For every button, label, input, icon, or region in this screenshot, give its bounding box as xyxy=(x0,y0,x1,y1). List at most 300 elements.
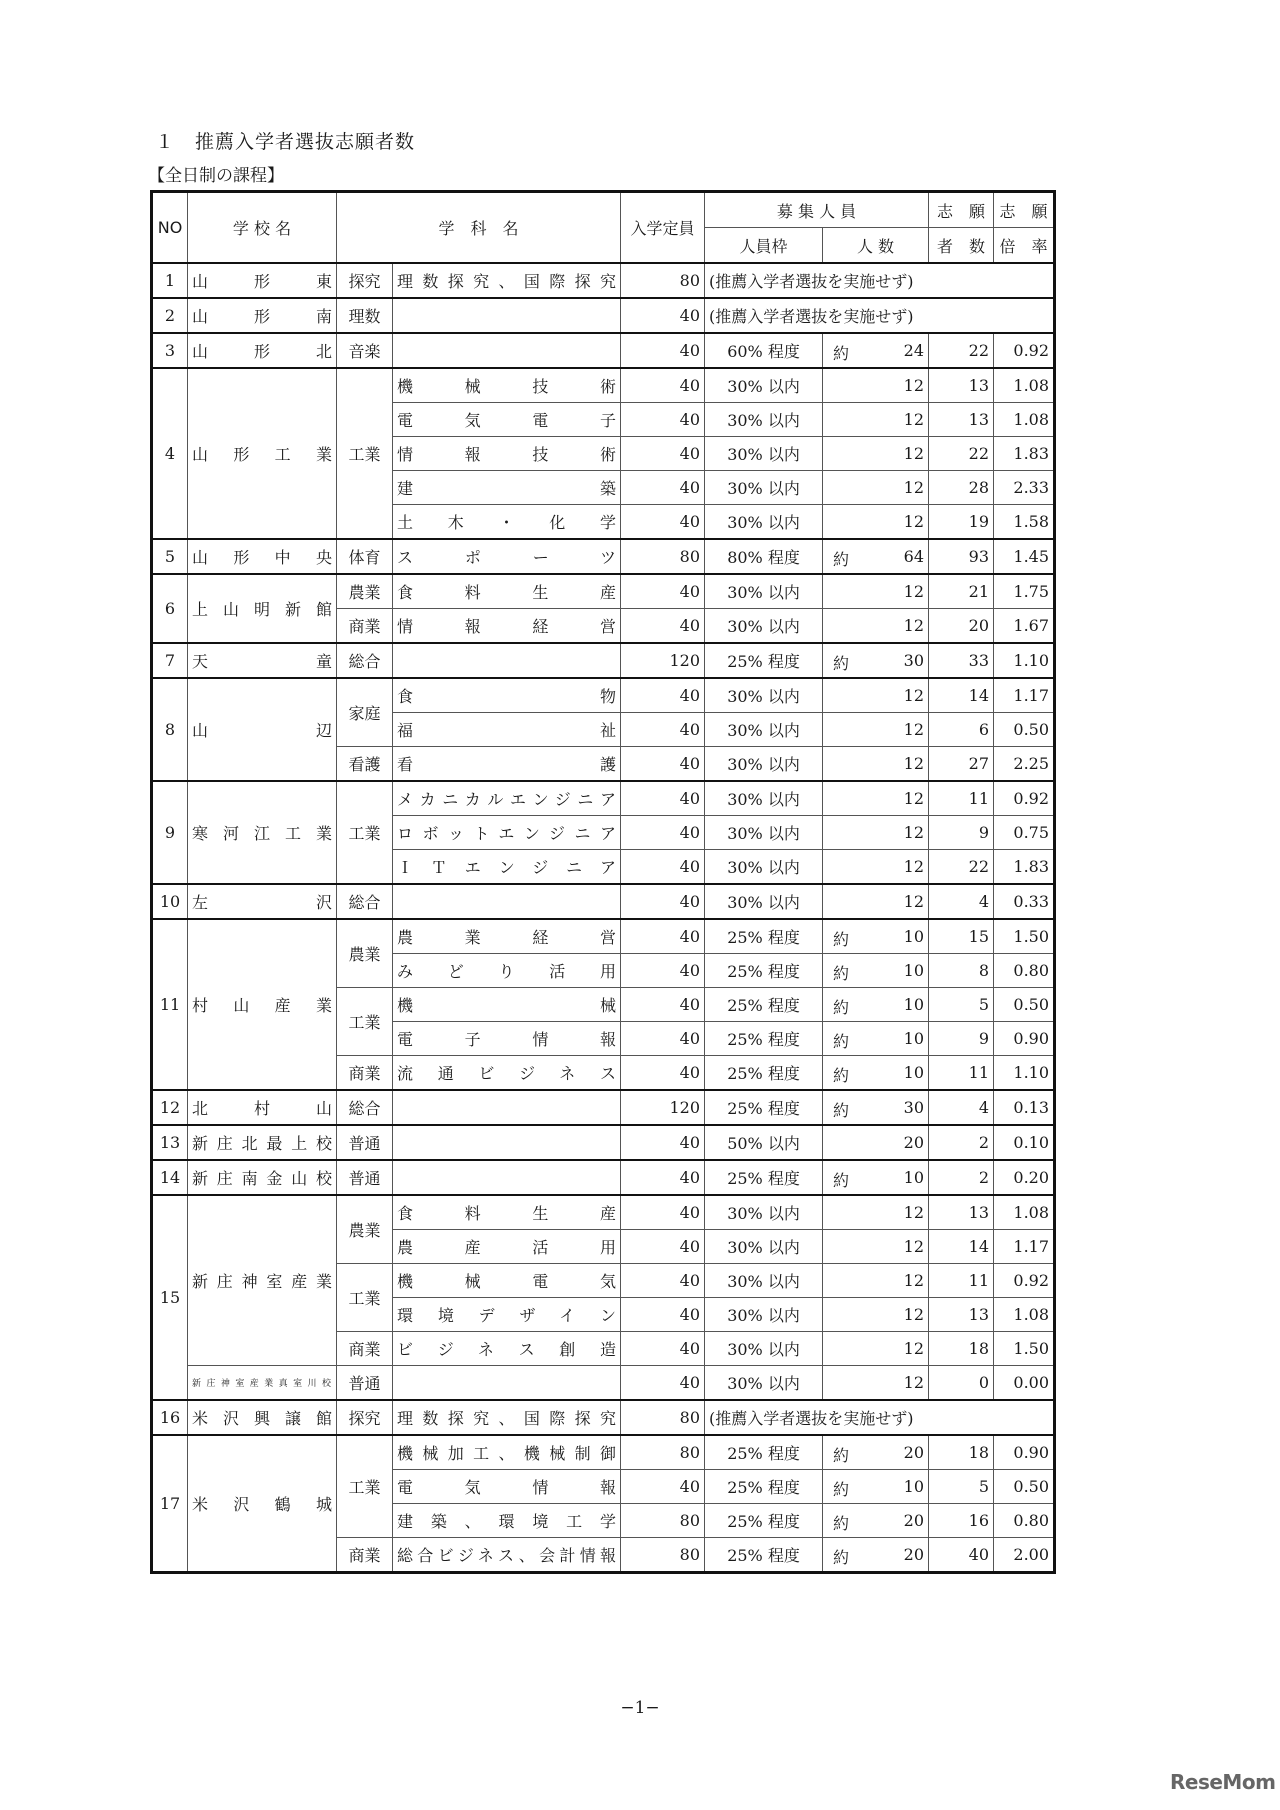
department-name: 電気情報 xyxy=(393,1470,621,1504)
table-row xyxy=(152,333,1055,368)
quota: 30% 以内 xyxy=(705,1366,823,1401)
applicants: 18 xyxy=(929,1332,994,1366)
approx-label: 約 xyxy=(833,1480,850,1499)
school-no: 7 xyxy=(152,643,188,678)
department-name: 看護 xyxy=(393,747,621,782)
department-category: 看護 xyxy=(337,747,393,782)
department-name: ロボットエンジニア xyxy=(393,816,621,850)
recruit-count xyxy=(823,781,929,816)
department-name: 情報経営 xyxy=(393,609,621,644)
ratio: 1.75 xyxy=(994,574,1055,609)
ratio: 0.50 xyxy=(994,713,1055,747)
department-name: みどり活用 xyxy=(393,954,621,988)
count-value: 12 xyxy=(903,892,925,911)
department-name: 環境デザイン xyxy=(393,1298,621,1332)
count-value: 64 xyxy=(903,547,925,566)
ratio: 0.80 xyxy=(994,1504,1055,1538)
department-name: 建築 xyxy=(393,471,621,505)
applicants: 20 xyxy=(929,609,994,644)
ratio: 1.83 xyxy=(994,437,1055,471)
recruit-count xyxy=(823,1022,929,1056)
school-name: 寒河江工業 xyxy=(188,781,337,884)
capacity: 40 xyxy=(621,678,705,713)
section-title: １ 推薦入学者選抜志願者数 xyxy=(155,131,416,153)
capacity: 40 xyxy=(621,609,705,644)
school-name: 新庄北最上校 xyxy=(188,1125,337,1160)
count-value: 30 xyxy=(903,651,925,670)
ratio: 1.17 xyxy=(994,678,1055,713)
capacity: 40 xyxy=(621,919,705,954)
recruit-count xyxy=(823,574,929,609)
recruit-count xyxy=(823,609,929,644)
ratio: 0.20 xyxy=(994,1160,1055,1195)
capacity: 40 xyxy=(621,747,705,782)
recruit-count xyxy=(823,1264,929,1298)
quota: 25% 程度 xyxy=(705,1470,823,1504)
ratio: 1.83 xyxy=(994,850,1055,885)
applicants: 6 xyxy=(929,713,994,747)
header-dept: 学 科 名 xyxy=(337,192,621,264)
quota: 25% 程度 xyxy=(705,643,823,678)
count-value: 10 xyxy=(903,1477,925,1496)
table-row xyxy=(152,1366,1055,1401)
quota: 25% 程度 xyxy=(705,1056,823,1091)
recruit-count xyxy=(823,1056,929,1091)
header-quota: 人員枠 xyxy=(705,228,823,264)
school-no: 13 xyxy=(152,1125,188,1160)
applicants: 16 xyxy=(929,1504,994,1538)
capacity: 40 xyxy=(621,505,705,540)
department-category: 総合 xyxy=(337,1090,393,1125)
applicants: 13 xyxy=(929,403,994,437)
count-value: 12 xyxy=(903,512,925,531)
department-name: 理数探究、国際探究 xyxy=(393,1400,621,1435)
quota: 30% 以内 xyxy=(705,747,823,782)
count-value: 12 xyxy=(903,1203,925,1222)
applicants: 28 xyxy=(929,471,994,505)
quota: 30% 以内 xyxy=(705,678,823,713)
recruit-count xyxy=(823,1435,929,1470)
school-no: 5 xyxy=(152,539,188,574)
capacity: 40 xyxy=(621,403,705,437)
capacity: 40 xyxy=(621,1160,705,1195)
school-no: 3 xyxy=(152,333,188,368)
department-category: 家庭 xyxy=(337,678,393,747)
quota: 80% 程度 xyxy=(705,539,823,574)
recruit-count xyxy=(823,816,929,850)
capacity: 40 xyxy=(621,954,705,988)
section-subtitle: 【全日制の課程】 xyxy=(148,166,284,186)
ratio: 1.08 xyxy=(994,1298,1055,1332)
recruit-count xyxy=(823,1160,929,1195)
ratio: 1.50 xyxy=(994,1332,1055,1366)
department-name: 建築、環境工学 xyxy=(393,1504,621,1538)
applicants: 11 xyxy=(929,1264,994,1298)
department-category: 商業 xyxy=(337,609,393,644)
applicants: 22 xyxy=(929,333,994,368)
department-category: 総合 xyxy=(337,643,393,678)
header-applicants-1: 志 願 xyxy=(929,192,994,228)
quota: 25% 程度 xyxy=(705,1160,823,1195)
recruit-count xyxy=(823,1504,929,1538)
count-value: 12 xyxy=(903,720,925,739)
school-no: 11 xyxy=(152,919,188,1090)
header-applicants-2: 者 数 xyxy=(929,228,994,264)
count-value: 10 xyxy=(903,995,925,1014)
approx-label: 約 xyxy=(833,344,850,363)
school-no: 15 xyxy=(152,1195,188,1400)
school-no: 12 xyxy=(152,1090,188,1125)
ratio: 2.33 xyxy=(994,471,1055,505)
capacity: 40 xyxy=(621,437,705,471)
capacity: 40 xyxy=(621,298,705,333)
department-name: 総合ビジネス、会計情報 xyxy=(393,1538,621,1573)
ratio: 0.50 xyxy=(994,1470,1055,1504)
no-selection-note: (推薦入学者選抜を実施せず) xyxy=(705,263,1055,298)
department-name: 農産活用 xyxy=(393,1230,621,1264)
capacity: 40 xyxy=(621,850,705,885)
applicants: 40 xyxy=(929,1538,994,1573)
department-category: 普通 xyxy=(337,1125,393,1160)
applicants-table xyxy=(150,190,1056,1574)
school-no: 14 xyxy=(152,1160,188,1195)
recruit-count xyxy=(823,403,929,437)
department-name xyxy=(393,884,621,919)
header-ratio-1: 志 願 xyxy=(994,192,1055,228)
recruit-count xyxy=(823,1538,929,1573)
department-name xyxy=(393,333,621,368)
capacity: 40 xyxy=(621,471,705,505)
department-category: 総合 xyxy=(337,884,393,919)
ratio: 0.50 xyxy=(994,988,1055,1022)
applicants: 22 xyxy=(929,850,994,885)
school-no: 16 xyxy=(152,1400,188,1435)
recruit-count xyxy=(823,1470,929,1504)
school-name: 村山産業 xyxy=(188,919,337,1090)
approx-label: 約 xyxy=(833,1032,850,1051)
school-name: 山形東 xyxy=(188,263,337,298)
recruit-count xyxy=(823,919,929,954)
department-name xyxy=(393,1160,621,1195)
count-value: 12 xyxy=(903,1237,925,1256)
recruit-count xyxy=(823,505,929,540)
department-category: 農業 xyxy=(337,1195,393,1264)
department-name: スポーツ xyxy=(393,539,621,574)
count-value: 12 xyxy=(903,1271,925,1290)
applicants: 5 xyxy=(929,1470,994,1504)
department-category: 工業 xyxy=(337,988,393,1056)
count-value: 20 xyxy=(903,1133,925,1152)
count-value: 30 xyxy=(903,1098,925,1117)
quota: 25% 程度 xyxy=(705,1538,823,1573)
quota: 30% 以内 xyxy=(705,816,823,850)
applicants: 9 xyxy=(929,816,994,850)
department-name: 流通ビジネス xyxy=(393,1056,621,1091)
approx-label: 約 xyxy=(833,1548,850,1567)
count-value: 12 xyxy=(903,823,925,842)
ratio: 0.92 xyxy=(994,333,1055,368)
count-value: 10 xyxy=(903,1168,925,1187)
header-no: NO xyxy=(152,192,188,264)
count-value: 12 xyxy=(903,582,925,601)
table-row xyxy=(152,919,1055,954)
capacity: 40 xyxy=(621,884,705,919)
ratio: 1.58 xyxy=(994,505,1055,540)
count-value: 12 xyxy=(903,410,925,429)
quota: 60% 程度 xyxy=(705,333,823,368)
quota: 25% 程度 xyxy=(705,919,823,954)
recruit-count xyxy=(823,850,929,885)
table-row xyxy=(152,1125,1055,1160)
ratio: 1.08 xyxy=(994,403,1055,437)
ratio: 1.10 xyxy=(994,1056,1055,1091)
quota: 25% 程度 xyxy=(705,954,823,988)
ratio: 0.90 xyxy=(994,1435,1055,1470)
capacity: 80 xyxy=(621,1400,705,1435)
recruit-count xyxy=(823,333,929,368)
header-school: 学 校 名 xyxy=(188,192,337,264)
recruit-count xyxy=(823,1230,929,1264)
applicants: 22 xyxy=(929,437,994,471)
school-no: 1 xyxy=(152,263,188,298)
department-name: 理数探究、国際探究 xyxy=(393,263,621,298)
applicants: 15 xyxy=(929,919,994,954)
quota: 25% 程度 xyxy=(705,1504,823,1538)
applicants: 13 xyxy=(929,1195,994,1230)
count-value: 24 xyxy=(903,341,925,360)
approx-label: 約 xyxy=(833,964,850,983)
capacity: 80 xyxy=(621,1435,705,1470)
capacity: 80 xyxy=(621,1504,705,1538)
capacity: 120 xyxy=(621,643,705,678)
school-name: 天童 xyxy=(188,643,337,678)
department-name: ＩＴエンジニア xyxy=(393,850,621,885)
recruit-count xyxy=(823,1195,929,1230)
quota: 25% 程度 xyxy=(705,1090,823,1125)
capacity: 40 xyxy=(621,1125,705,1160)
approx-label: 約 xyxy=(833,1446,850,1465)
approx-label: 約 xyxy=(833,930,850,949)
capacity: 40 xyxy=(621,333,705,368)
capacity: 40 xyxy=(621,1366,705,1401)
ratio: 0.10 xyxy=(994,1125,1055,1160)
applicants: 21 xyxy=(929,574,994,609)
department-name: 福祉 xyxy=(393,713,621,747)
recruit-count xyxy=(823,678,929,713)
department-name: 農業経営 xyxy=(393,919,621,954)
quota: 25% 程度 xyxy=(705,988,823,1022)
department-category: 工業 xyxy=(337,1435,393,1538)
ratio: 0.75 xyxy=(994,816,1055,850)
school-name: 米沢鶴城 xyxy=(188,1435,337,1573)
recruit-count xyxy=(823,988,929,1022)
count-value: 12 xyxy=(903,686,925,705)
school-name: 山形南 xyxy=(188,298,337,333)
quota: 30% 以内 xyxy=(705,1230,823,1264)
applicants: 4 xyxy=(929,884,994,919)
quota: 30% 以内 xyxy=(705,713,823,747)
capacity: 40 xyxy=(621,1470,705,1504)
ratio: 1.08 xyxy=(994,1195,1055,1230)
applicants: 2 xyxy=(929,1125,994,1160)
recruit-count xyxy=(823,713,929,747)
recruit-count xyxy=(823,1125,929,1160)
table-row xyxy=(152,263,1055,298)
school-name: 山形工業 xyxy=(188,368,337,539)
capacity: 40 xyxy=(621,988,705,1022)
school-no: 10 xyxy=(152,884,188,919)
quota: 50% 以内 xyxy=(705,1125,823,1160)
count-value: 12 xyxy=(903,1373,925,1392)
approx-label: 約 xyxy=(833,550,850,569)
count-value: 12 xyxy=(903,857,925,876)
recruit-count xyxy=(823,1332,929,1366)
capacity: 40 xyxy=(621,1230,705,1264)
count-value: 20 xyxy=(903,1443,925,1462)
count-value: 12 xyxy=(903,478,925,497)
recruit-count xyxy=(823,539,929,574)
capacity: 40 xyxy=(621,1332,705,1366)
table-row xyxy=(152,574,1055,609)
department-name: 食料生産 xyxy=(393,1195,621,1230)
capacity: 40 xyxy=(621,1056,705,1091)
recruit-count xyxy=(823,471,929,505)
table-row xyxy=(152,539,1055,574)
table-row xyxy=(152,1160,1055,1195)
capacity: 80 xyxy=(621,1538,705,1573)
recruit-count xyxy=(823,1366,929,1401)
count-value: 20 xyxy=(903,1511,925,1530)
ratio: 2.00 xyxy=(994,1538,1055,1573)
ratio: 2.25 xyxy=(994,747,1055,782)
approx-label: 約 xyxy=(833,998,850,1017)
department-name: メカニカルエンジニア xyxy=(393,781,621,816)
department-name: 土木・化学 xyxy=(393,505,621,540)
applicants: 14 xyxy=(929,1230,994,1264)
count-value: 12 xyxy=(903,376,925,395)
approx-label: 約 xyxy=(833,1171,850,1190)
school-name: 山形中央 xyxy=(188,539,337,574)
school-name: 山辺 xyxy=(188,678,337,781)
department-name xyxy=(393,1090,621,1125)
resemom-logo: ReseMom xyxy=(1170,1770,1276,1794)
department-category: 商業 xyxy=(337,1056,393,1091)
department-category: 農業 xyxy=(337,919,393,988)
quota: 30% 以内 xyxy=(705,884,823,919)
department-category: 探究 xyxy=(337,1400,393,1435)
quota: 30% 以内 xyxy=(705,574,823,609)
table-body xyxy=(152,263,1055,1573)
count-value: 12 xyxy=(903,789,925,808)
applicants: 27 xyxy=(929,747,994,782)
ratio: 1.17 xyxy=(994,1230,1055,1264)
department-category: 工業 xyxy=(337,781,393,884)
quota: 25% 程度 xyxy=(705,1022,823,1056)
header-count: 人 数 xyxy=(823,228,929,264)
table-row xyxy=(152,298,1055,333)
school-no: 4 xyxy=(152,368,188,539)
quota: 30% 以内 xyxy=(705,1195,823,1230)
recruit-count xyxy=(823,747,929,782)
count-value: 20 xyxy=(903,1545,925,1564)
count-value: 10 xyxy=(903,1029,925,1048)
no-selection-note: (推薦入学者選抜を実施せず) xyxy=(705,298,1055,333)
table-row xyxy=(152,1400,1055,1435)
count-value: 10 xyxy=(903,927,925,946)
approx-label: 約 xyxy=(833,1066,850,1085)
count-value: 12 xyxy=(903,1305,925,1324)
header-recruit: 募 集 人 員 xyxy=(705,192,929,228)
department-category: 農業 xyxy=(337,574,393,609)
department-category: 普通 xyxy=(337,1366,393,1401)
department-name: ビジネス創造 xyxy=(393,1332,621,1366)
department-name: 情報技術 xyxy=(393,437,621,471)
applicants: 2 xyxy=(929,1160,994,1195)
quota: 30% 以内 xyxy=(705,368,823,403)
school-no: 6 xyxy=(152,574,188,643)
quota: 30% 以内 xyxy=(705,1332,823,1366)
table-row xyxy=(152,1090,1055,1125)
quota: 30% 以内 xyxy=(705,850,823,885)
ratio: 1.10 xyxy=(994,643,1055,678)
ratio: 0.13 xyxy=(994,1090,1055,1125)
applicants: 4 xyxy=(929,1090,994,1125)
capacity: 120 xyxy=(621,1090,705,1125)
school-no: 2 xyxy=(152,298,188,333)
department-category: 理数 xyxy=(337,298,393,333)
count-value: 12 xyxy=(903,444,925,463)
recruit-count xyxy=(823,1298,929,1332)
department-category: 商業 xyxy=(337,1332,393,1366)
applicants: 93 xyxy=(929,539,994,574)
applicants: 8 xyxy=(929,954,994,988)
page-number: −1− xyxy=(620,1698,660,1718)
applicants: 33 xyxy=(929,643,994,678)
department-name xyxy=(393,298,621,333)
recruit-count xyxy=(823,643,929,678)
ratio: 0.80 xyxy=(994,954,1055,988)
header-ratio-2: 倍 率 xyxy=(994,228,1055,264)
capacity: 40 xyxy=(621,368,705,403)
header-capacity: 入学定員 xyxy=(621,192,705,264)
quota: 25% 程度 xyxy=(705,1435,823,1470)
capacity: 40 xyxy=(621,1022,705,1056)
department-name: 食物 xyxy=(393,678,621,713)
ratio: 0.92 xyxy=(994,781,1055,816)
table-row xyxy=(152,781,1055,816)
department-name: 電気電子 xyxy=(393,403,621,437)
school-no: 17 xyxy=(152,1435,188,1573)
department-name: 機械加工、機械制御 xyxy=(393,1435,621,1470)
quota: 30% 以内 xyxy=(705,781,823,816)
applicants: 19 xyxy=(929,505,994,540)
branch-school-name: 新庄神室産業真室川校 xyxy=(188,1366,337,1401)
school-no: 8 xyxy=(152,678,188,781)
capacity: 40 xyxy=(621,1264,705,1298)
school-name: 山形北 xyxy=(188,333,337,368)
table-row xyxy=(152,1435,1055,1470)
department-category: 音楽 xyxy=(337,333,393,368)
table-row xyxy=(152,678,1055,713)
quota: 30% 以内 xyxy=(705,1298,823,1332)
school-no: 9 xyxy=(152,781,188,884)
quota: 30% 以内 xyxy=(705,471,823,505)
recruit-count xyxy=(823,884,929,919)
applicants: 9 xyxy=(929,1022,994,1056)
ratio: 0.90 xyxy=(994,1022,1055,1056)
capacity: 80 xyxy=(621,539,705,574)
applicants: 13 xyxy=(929,1298,994,1332)
